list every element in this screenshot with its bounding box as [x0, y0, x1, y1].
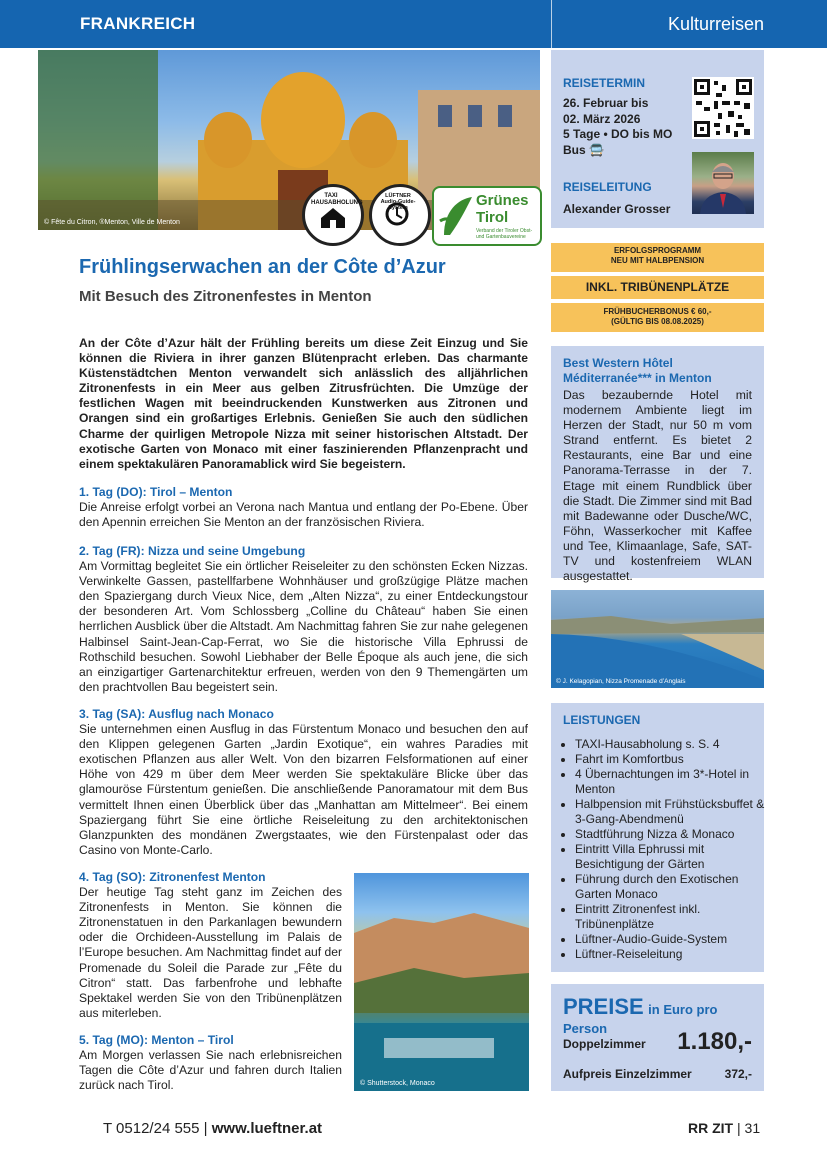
nice-promenade-image: [551, 590, 764, 688]
footer-web-link[interactable]: www.lueftner.at: [211, 1120, 323, 1137]
promo-line-3b: (GÜLTIG BIS 08.08.2025): [611, 317, 704, 326]
leistungen-list: [563, 737, 765, 962]
leistung-item: • Lüftner-Reiseleitung: [575, 947, 765, 962]
leistungen-box: [551, 703, 764, 972]
leistung-item: • Halbpension mit Frühstücksbuffet & 3-Gang-Abendmenü: [575, 797, 765, 827]
hero-credit: © Fête du Citron, ®Menton, Ville de Menton: [44, 219, 180, 226]
page-subtitle: Mit Besuch des Zitronenfestes in Menton: [79, 288, 372, 305]
day-3-text: Sie unternehmen einen Ausflug in das Fürstentum Monaco und besuchen den auf den Klippen gelegenen Garten „Jardin Exotique“, ein wahres Paradies mit exotischen Pflanzen aus aller Welt. Von den bizarren Felsformationen auf einer Höhe von 429 m über dem Meer werden Sie spektakuläre Blicke über das glamouröse Fürstentum genießen. Die anschließende Panoramatour mit dem Bus vermittelt Ihnen einen Überblick über das „Manhattan am Mittelmeer“. Bei einem Spaziergang führt Sie eine örtliche Reiseleitung zu den architektonischen Glanzpunkten des mondänen Zwergstaates, wie den Fürstenpalast oder das Casino von Monte-Carlo.: [79, 722, 528, 857]
promo-fruehbucher: [551, 303, 764, 332]
country-label: FRANKREICH: [80, 14, 196, 33]
gruenes-tirol-logo: [432, 186, 542, 246]
header-bar: [0, 0, 827, 48]
bus-icon: 🚍: [589, 142, 604, 157]
day-4: [79, 870, 342, 1021]
guide-photo: [692, 152, 754, 214]
promo-line-3a: FRÜHBUCHERBONUS € 60,-: [603, 307, 712, 316]
promo-tribuenenplaetze: INKL. TRIBÜNENPLÄTZE: [551, 276, 764, 299]
reisetermin-details: [563, 96, 683, 158]
termin-line-1: 26. Februar bis: [563, 96, 649, 110]
leistung-item: • TAXI-Hausabholung s. S. 4: [575, 737, 765, 752]
day-2-heading: 2. Tag (FR): Nizza und seine Umgebung: [79, 544, 306, 558]
leistungen-label: LEISTUNGEN: [563, 713, 641, 727]
tirol-text: Tirol: [476, 209, 509, 226]
day-2-text: Am Vormittag begleitet Sie ein örtlicher Reiseleiter zu den schönsten Ecken Nizzas. Verwinkelte Gassen, pastellfarbene Wohnhäuser und großzügige Plätze machen den Spaziergang durch Vieux Nice, dem „Alten Nizza“, zu einer Entdeckungstour der besonderen Art. Vom Schlossberg „Colline du Château“ haben Sie einen herrlichen Ausblick über die Altstadt. Am Nachmittag fahren Sie zur nahe gelegenen Halbinsel Saint-Jean-Cap-Ferrat, wo Sie die historische Villa Ephrussi de Rothschild besuchen. Sowohl Liebhaber der Belle Époque als auch jene, die sich an einzigartiger Gartenarchitektur erfreuen, werden von den 9 Themengärten um den prachtvollen Bau begeistert sein.: [79, 559, 528, 694]
day-1-heading: 1. Tag (DO): Tirol – Menton: [79, 485, 233, 499]
leistung-item: • Führung durch den Exotischen Garten Monaco: [575, 872, 765, 902]
day-5: [79, 1033, 342, 1093]
leistung-item: • Stadtführung Nizza & Monaco: [575, 827, 765, 842]
leistung-item: • Eintritt Zitronenfest inkl. Tribünenplätze: [575, 902, 765, 932]
reiseleitung-name: Alexander Grosser: [563, 202, 671, 216]
footer-page-separator: |: [737, 1120, 745, 1136]
einzelzimmer-price: 372,-: [724, 1067, 752, 1081]
leistung-item: • Lüftner-Audio-Guide-System: [575, 932, 765, 947]
leistung-item: • Eintritt Villa Ephrussi mit Besichtigung der Gärten: [575, 842, 765, 872]
taxi-badge-text: TAXI HAUSABHOLUNG: [311, 193, 363, 206]
header-divider: [551, 0, 552, 48]
nice-credit: © J. Kelagopian, Nizza Promenade d’Anglais: [556, 678, 686, 685]
footer-code: RR ZIT: [688, 1120, 734, 1136]
monaco-credit: © Shutterstock, Monaco: [360, 1080, 435, 1087]
gruenes-text: Grünes: [476, 192, 529, 209]
day-3-heading: 3. Tag (SA): Ausflug nach Monaco: [79, 707, 274, 721]
preise-label: PREISE: [563, 994, 644, 1019]
day-5-heading: 5. Tag (MO): Menton – Tirol: [79, 1033, 234, 1047]
lueftner-badge-text: LÜFTNER Audio-Guide-System: [380, 193, 416, 211]
page-title: Frühlingserwachen an der Côte d’Azur: [79, 256, 446, 278]
termin-line-2: 02. März 2026: [563, 111, 641, 126]
category-label: Kulturreisen: [667, 14, 764, 34]
leistung-item: • Fahrt im Komfortbus: [575, 752, 765, 767]
leistung-item: • 4 Übernachtungen im 3*-Hotel in Menton: [575, 767, 765, 797]
hotel-box: [551, 346, 764, 584]
lueftner-badge: [369, 184, 431, 246]
promo-line-1a: ERFOLGSPROGRAMM: [613, 246, 702, 255]
doppelzimmer-price: 1.180,-: [677, 1028, 752, 1055]
preise-box: [551, 984, 764, 1091]
hotel-description: Das bezaubernde Hotel mit modernem Ambiente liegt im Herzen der Stadt, nur 50 m vom Strand entfernt. Es bietet 2 Restaurants, eine Bar und eine Panorama-Terrasse in der 7. Etage mit einem Rundblick über die Stadt. Die Zimmer sind mit Bad mit Badewanne oder Dusche/WC, Föhn, Wasserkocher mit Kaffee und Tee, Klimaanlage, Safe, SAT-TV und kostenfreiem WLAN ausgestattet.: [563, 388, 752, 584]
gruenes-subtext: Verband der Tiroler Obst- und Gartenbauvereine: [476, 228, 533, 240]
reiseleitung-label: REISELEITUNG: [563, 180, 652, 194]
bus-label: Bus: [563, 142, 586, 157]
footer-contact: [103, 1120, 322, 1137]
intro-paragraph: An der Côte d’Azur hält der Frühling bereits um diese Zeit Einzug und Sie können die Riviera in ihrer ganzen Blütenpracht erleben. Das charmante Küstenstädtchen Menton verwandelt sich anlässlich des alljährlichen Zitronenfests in ein Meer aus gelben Zitrusfrüchten. Die Umzüge der festlichen Wagen mit beeindruckenden Kunstwerken aus Zitronen und Orangen sind ein großartiges Erlebnis. Genießen Sie auch den südlichen Charme der quirligen Metropole Nizza mit seiner historischen Altstadt. Der exotische Garten von Monaco mit einer faszinierenden Pflanzenpracht und einem spektakulären Panoramablick wird Sie begeistern.: [79, 336, 528, 471]
day-4-heading: 4. Tag (SO): Zitronenfest Menton: [79, 870, 266, 884]
footer-page-number: 31: [744, 1120, 761, 1136]
footer-phone: T 0512/24 555: [103, 1120, 200, 1137]
promo-erfolgsprogramm: [551, 243, 764, 272]
day-4-text: Der heutige Tag steht ganz im Zeichen des Zitronenfests in Menton. Sie können die Zitronenstatuen in den Parkanlagen bewundern oder die Orchideen-Ausstellung im Palais de l’Europe besuchen. Am Nachmittag findet auf der Promenade du Soleil die Parade zur „Fête du Citron“ statt. Das farbenfrohe und lebhafte Spektakel werden Sie von den Tribünenplätzen aus miterleben.: [79, 885, 342, 1020]
taxi-badge: [302, 184, 364, 246]
termin-line-4: [563, 143, 683, 159]
day-5-text: Am Morgen verlassen Sie nach erlebnisreichen Tagen die Côte d’Azur und fahren durch Italien zurück nach Tirol.: [79, 1048, 342, 1093]
promo-line-1b: NEU MIT HALBPENSION: [610, 256, 705, 265]
day-1: [79, 485, 528, 530]
day-3: [79, 707, 528, 858]
qr-code[interactable]: [692, 77, 754, 139]
doppelzimmer-label: Doppelzimmer: [563, 1037, 646, 1051]
preise-unit: in Euro pro Person: [563, 1002, 718, 1036]
footer-separator: |: [203, 1120, 212, 1137]
einzelzimmer-label: Aufpreis Einzelzimmer: [563, 1067, 692, 1081]
hotel-name: Best Western Hôtel Méditerranée*** in Menton: [563, 356, 712, 385]
reisetermin-label: REISETERMIN: [563, 76, 646, 90]
footer-page-ref: [688, 1120, 760, 1136]
day-1-text: Die Anreise erfolgt vorbei an Verona nach Mantua und entlang der Po-Ebene. Über den Apennin erreichen Sie Menton an der französischen Riviera.: [79, 500, 528, 530]
termin-line-3: 5 Tage • DO bis MO: [563, 127, 673, 141]
day-2: [79, 544, 528, 695]
monaco-image: [354, 873, 529, 1091]
